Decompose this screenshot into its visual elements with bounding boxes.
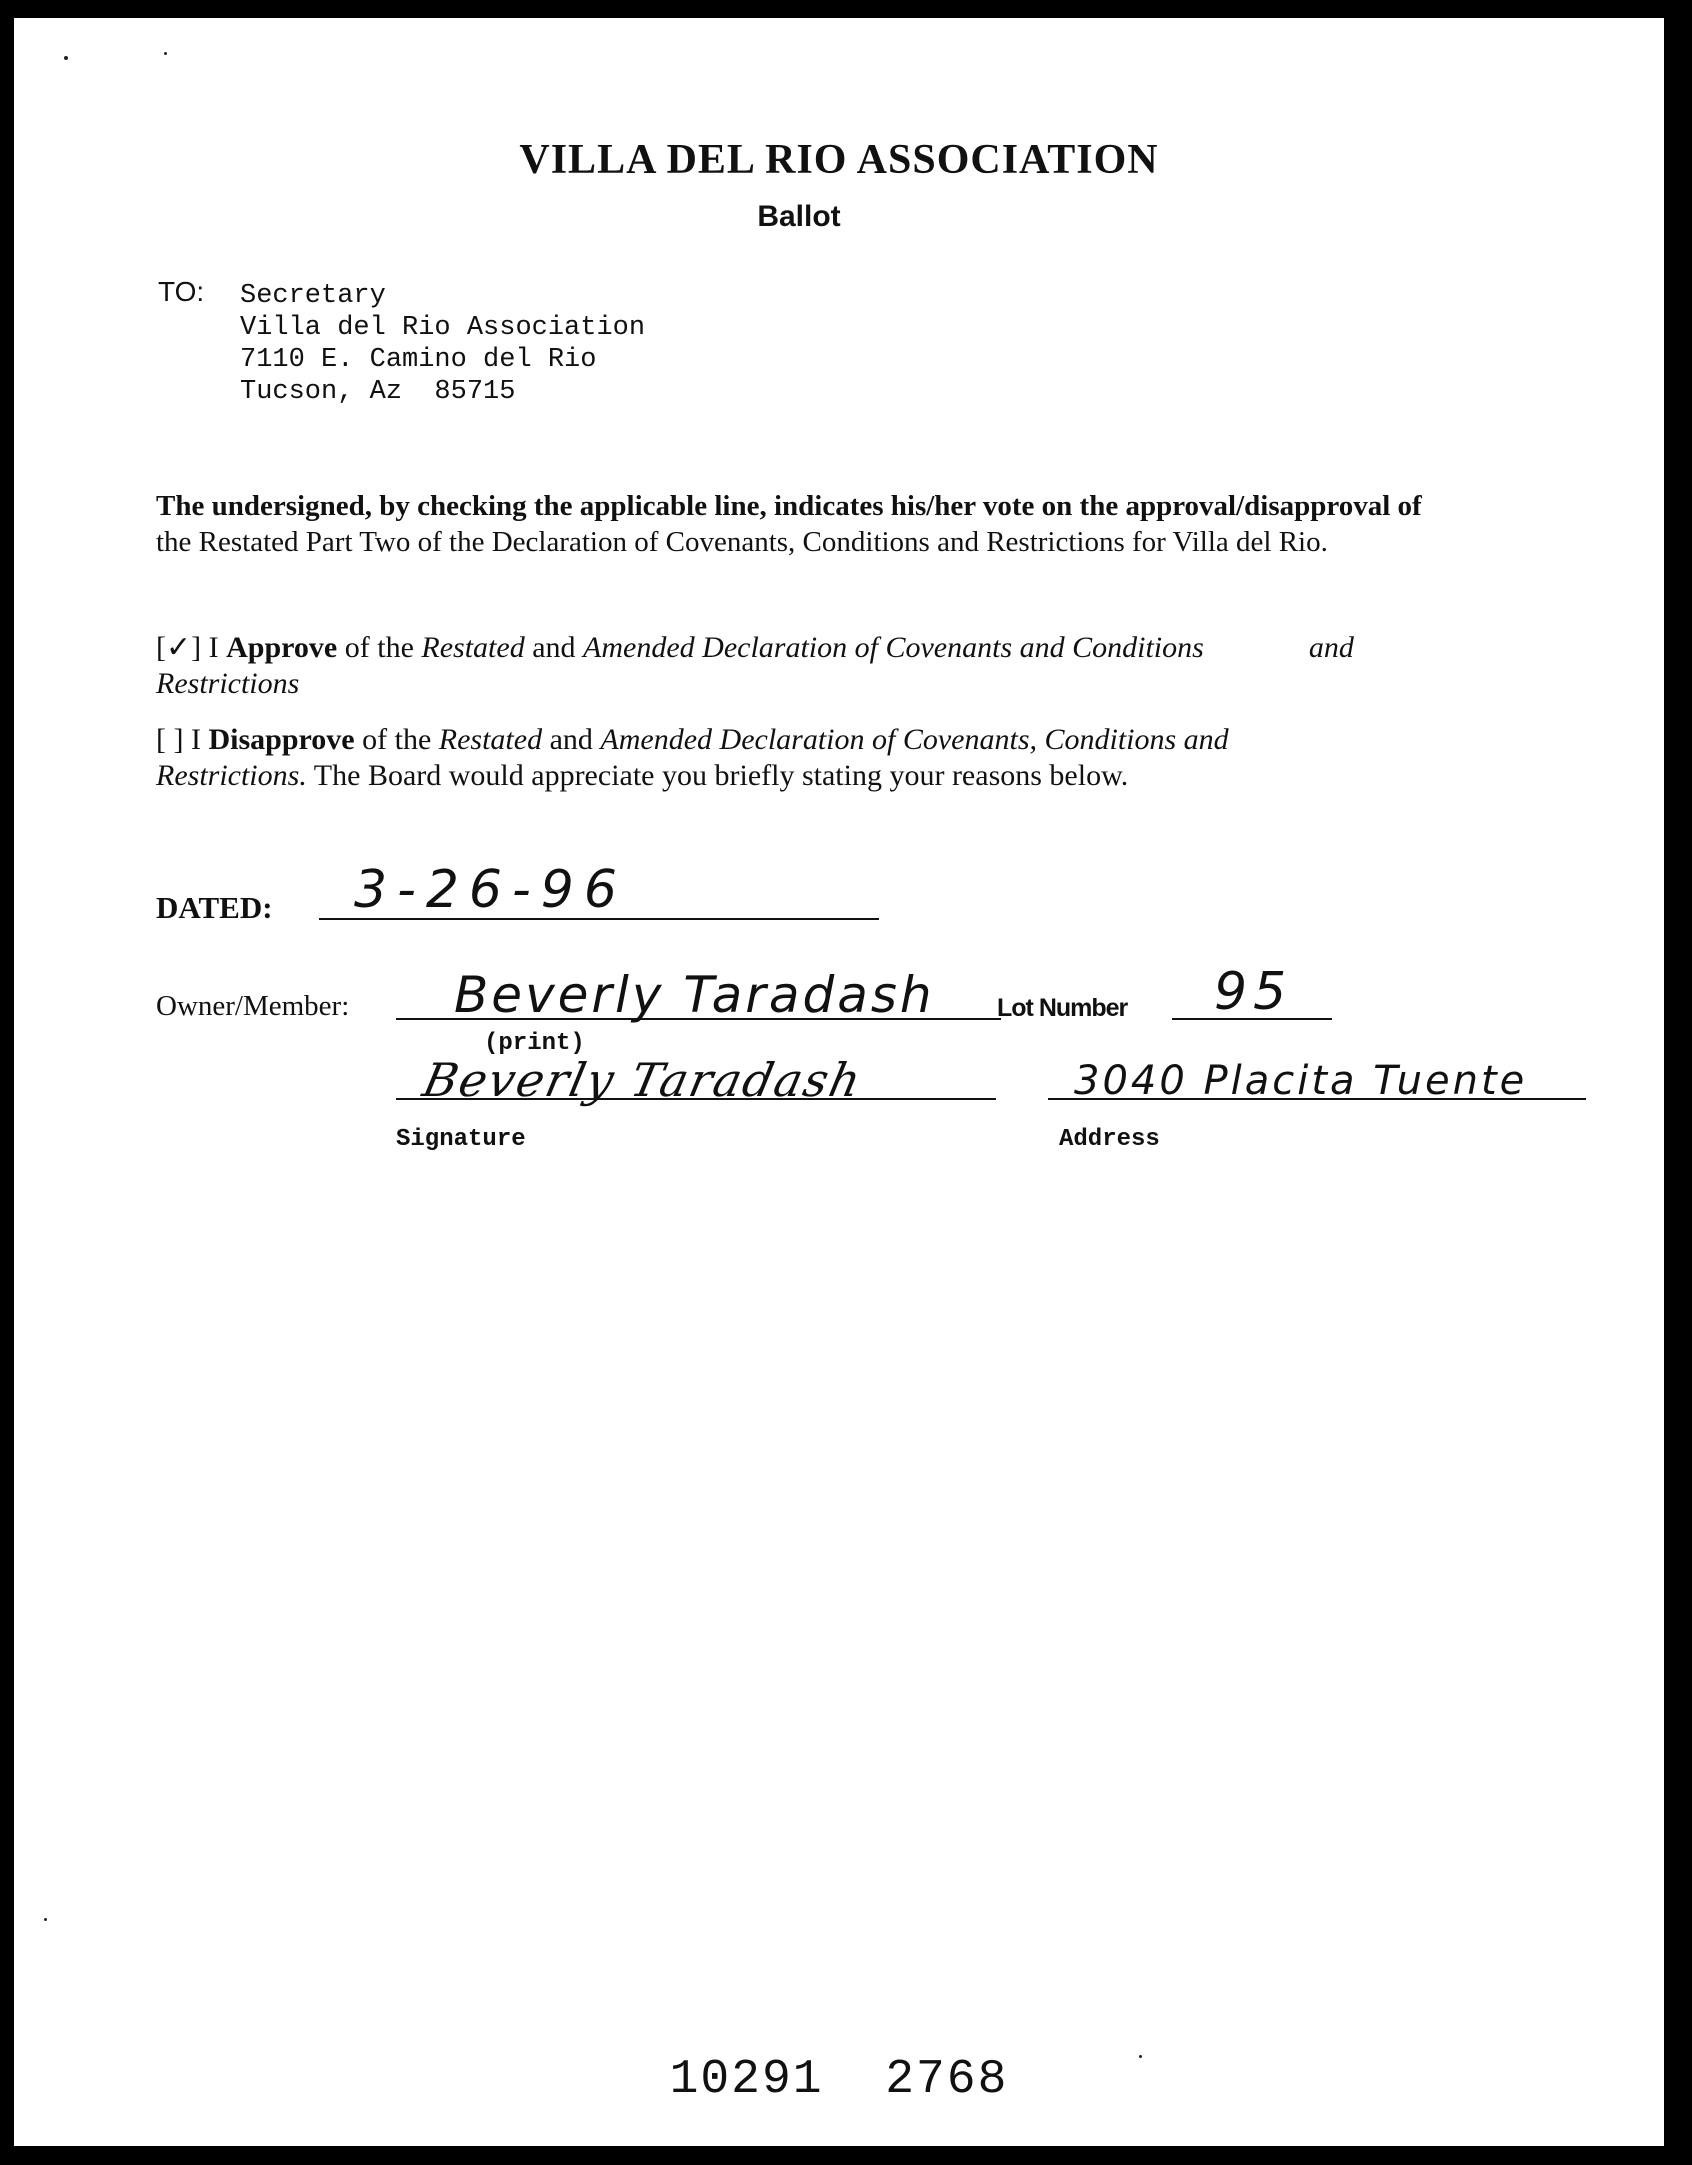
owner-member-label: Owner/Member: — [156, 990, 350, 1022]
signature-label: Signature — [396, 1126, 526, 1153]
intro-bold: The undersigned, by checking the applicable line, indicates his/her vote on the approval/disapproval of — [156, 490, 1422, 522]
approve-restrictions: Restrictions — [156, 667, 300, 700]
scan-speck — [44, 1918, 47, 1921]
owner-member-value[interactable]: Beverly Taradash — [454, 966, 935, 1024]
dated-value[interactable]: 3-26-96 — [354, 860, 627, 920]
scan-speck — [164, 52, 167, 55]
recipient-line: Secretary — [240, 281, 386, 311]
disapprove-prefix: I — [190, 723, 201, 756]
recipient-line: 7110 E. Camino del Rio — [240, 345, 597, 375]
ballot-subtitle: Ballot — [757, 200, 841, 233]
approve-verb: Approve — [226, 631, 338, 664]
approve-checkbox[interactable]: [✓] — [156, 631, 202, 664]
disapprove-restated: Restated — [438, 723, 543, 756]
intro-regular: the Restated Part Two of the Declaration of Covenants, Conditions and Restrictions for Villa del Rio. — [156, 526, 1328, 558]
approve-amended: Amended Declaration of Covenants and Conditions — [583, 631, 1204, 664]
disapprove-checkbox[interactable]: [ ] — [156, 723, 184, 756]
address-label: Address — [1059, 1126, 1160, 1153]
recipient-address — [240, 280, 645, 408]
print-label: (print) — [484, 1030, 585, 1057]
lot-number-value[interactable]: 95 — [1214, 962, 1293, 1022]
approve-option — [156, 630, 1576, 702]
recipient-line: Tucson, Az 85715 — [240, 377, 516, 407]
signature-value[interactable]: Beverly Taradash — [418, 1053, 868, 1107]
disapprove-verb: Disapprove — [208, 723, 355, 756]
disapprove-restrictions: Restrictions. — [156, 759, 307, 792]
disapprove-option — [156, 722, 1576, 794]
association-title: VILLA DEL RIO ASSOCIATION — [519, 137, 1159, 183]
disapprove-and: and — [549, 723, 593, 756]
approve-and2: and — [1308, 631, 1354, 664]
dated-label: DATED: — [156, 890, 273, 925]
to-label: TO: — [158, 276, 205, 307]
disapprove-note: The Board would appreciate you briefly stating your reasons below. — [313, 759, 1129, 792]
recipient-line: Villa del Rio Association — [240, 313, 646, 343]
disapprove-amended: Amended Declaration of Covenants, Conditions and — [600, 723, 1229, 756]
document-number: 10291 2768 — [669, 2053, 1009, 2107]
address-value[interactable]: 3040 Placita Tuente — [1074, 1058, 1528, 1104]
approve-and: and — [532, 631, 576, 664]
approve-of-the: of the — [344, 631, 414, 664]
scan-speck — [64, 56, 68, 60]
ballot-page — [14, 18, 1664, 2146]
lot-number-label: Lot Number — [997, 994, 1128, 1022]
intro-paragraph — [156, 488, 1576, 560]
approve-restated: Restated — [421, 631, 525, 664]
approve-prefix: I — [208, 631, 219, 664]
disapprove-of-the: of the — [362, 723, 432, 756]
